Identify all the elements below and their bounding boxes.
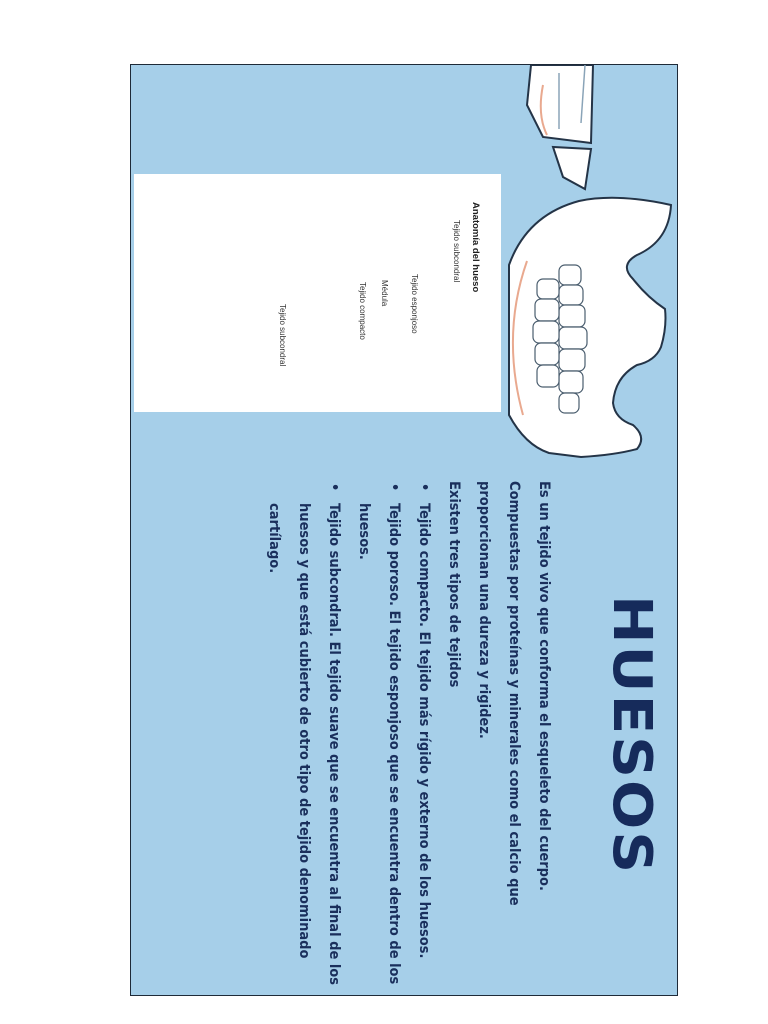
list-item-subcondral: • Tejido subcondral. El tejido suave que se encuentra al final de los huesos y que está cubierto de otro tipo de tejido denominado cartílago. bbox=[259, 503, 349, 986]
list-item-poroso: • Tejido poroso. El tejido esponjoso que se encuentra dentro de los huesos. bbox=[349, 503, 409, 986]
label-tejido-subcondral-top: Tejido subcondral bbox=[452, 220, 461, 283]
label-tejido-compacto: Tejido compacto bbox=[358, 282, 367, 340]
bone-anatomy-figure bbox=[134, 174, 501, 412]
slide bbox=[130, 64, 678, 996]
label-tejido-esponjoso: Tejido esponjoso bbox=[410, 274, 419, 334]
upper-teeth bbox=[533, 279, 559, 387]
intro-line-2: Compuestas por proteínas y minerales como el calcio que proporcionan una dureza y rigidez. bbox=[476, 481, 522, 906]
skull-fragment-small bbox=[553, 147, 591, 189]
label-medula: Médula bbox=[380, 280, 389, 307]
description-text bbox=[259, 481, 559, 986]
tissue-types-list bbox=[259, 481, 439, 986]
list-item-compacto: • Tejido compacto. El tejido más rígido y externo de los huesos. bbox=[409, 503, 439, 986]
intro-line-1: Es un tejido vivo que conforma el esqueleto del cuerpo. bbox=[536, 481, 552, 891]
label-tejido-subcondral-bottom: Tejido subcondral bbox=[278, 304, 287, 367]
figure-title: Anatomía del hueso bbox=[470, 202, 481, 293]
intro-line-3: Existen tres tipos de tejidos bbox=[446, 481, 462, 688]
skull-fragment-left bbox=[527, 65, 593, 143]
page-title: HUESOS bbox=[601, 595, 664, 876]
slide-content bbox=[131, 65, 677, 995]
